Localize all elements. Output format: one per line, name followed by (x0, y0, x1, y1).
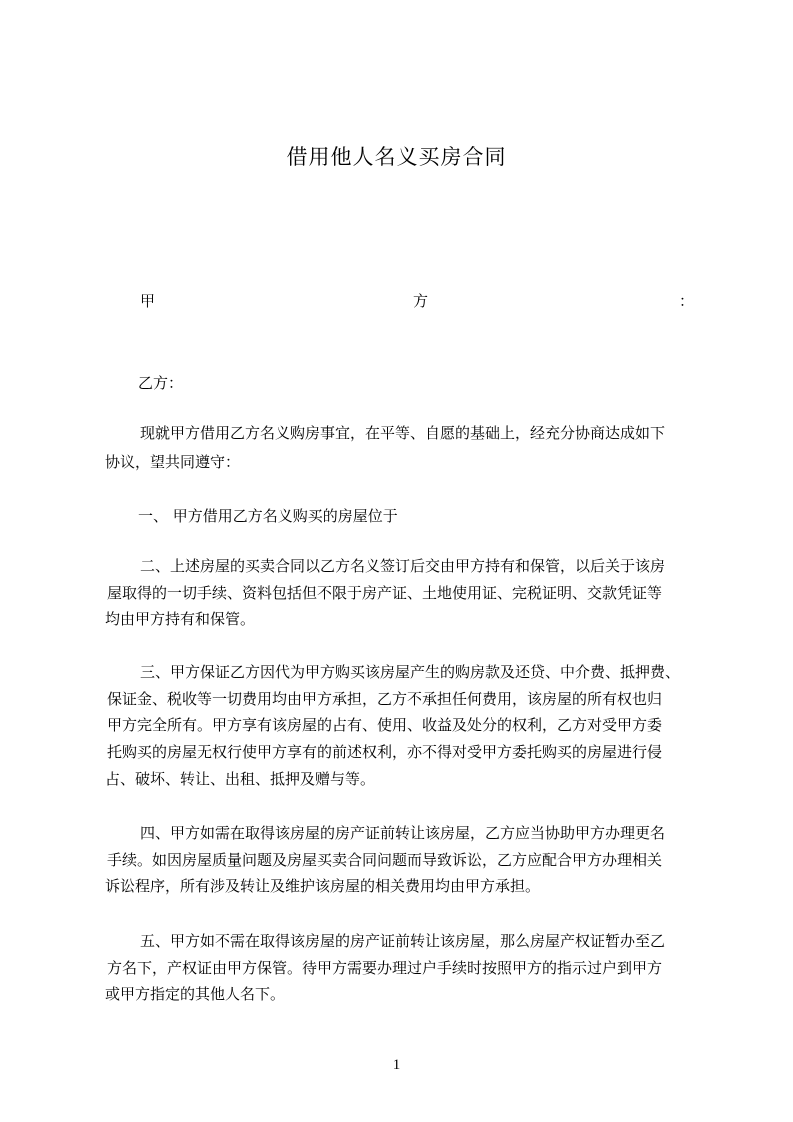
clause-4-line-2: 手续。如因房屋质量问题及房屋买卖合同问题而导致诉讼，乙方应配合甲方办理相关 (107, 851, 663, 869)
clause-4-line-3: 诉讼程序，所有涉及转让及维护该房屋的相关费用均由甲方承担。 (105, 877, 541, 895)
party-a-line (140, 288, 694, 314)
clause-2-line-1: 二、上述房屋的买卖合同以乙方名义签订后交由甲方持有和保管，以后关于该房 (140, 557, 666, 575)
clause-4-line-1: 四、甲方如需在取得该房屋的房产证前转让该房屋，乙方应当协助甲方办理更名 (140, 824, 666, 842)
clause-3-line-5: 占、破坏、转让、出租、抵押及赠与等。 (105, 770, 376, 788)
clause-3-line-1: 三、甲方保证乙方因代为甲方购买该房屋产生的购房款及还贷、中介费、抵押费、 (140, 663, 681, 681)
document-title: 借用他人名义买房合同 (286, 145, 507, 169)
clause-5-line-2: 方名下，产权证由甲方保管。待甲方需要办理过户手续时按照甲方的指示过户到甲方 (107, 959, 663, 977)
party-a-colon: ： (678, 292, 694, 310)
page-number: 1 (392, 1057, 401, 1073)
clause-1: 一、 甲方借用乙方名义购买的房屋位于 (138, 507, 398, 525)
clause-2-line-3: 均由甲方持有和保管。 (105, 610, 256, 628)
clause-3-line-3: 甲方完全所有。甲方享有该房屋的占有、使用、收益及处分的权利，乙方对受甲方委 (107, 716, 663, 734)
party-b-line: 乙方： (138, 374, 184, 392)
party-a-char-1: 甲 (140, 292, 156, 310)
preamble-line-2: 协议，望共同遵守： (105, 453, 241, 471)
party-a-char-2: 方 (413, 292, 429, 310)
clause-5-line-3: 或甲方指定的其他人名下。 (105, 985, 286, 1003)
clause-3-line-2: 保证金、税收等一切费用均由甲方承担，乙方不承担任何费用，该房屋的所有权也归 (107, 690, 663, 708)
clause-5-line-1: 五、甲方如不需在取得该房屋的房产证前转让该房屋，那么房屋产权证暂办至乙 (140, 932, 666, 950)
clause-2-line-2: 屋取得的一切手续、资料包括但不限于房产证、土地使用证、完税证明、交款凭证等 (107, 584, 663, 602)
clause-3-line-4: 托购买的房屋无权行使甲方享有的前述权利，亦不得对受甲方委托购买的房屋进行侵 (107, 743, 663, 761)
preamble-line-1: 现就甲方借用乙方名义购房事宜，在平等、自愿的基础上，经充分协商达成如下 (140, 424, 666, 442)
